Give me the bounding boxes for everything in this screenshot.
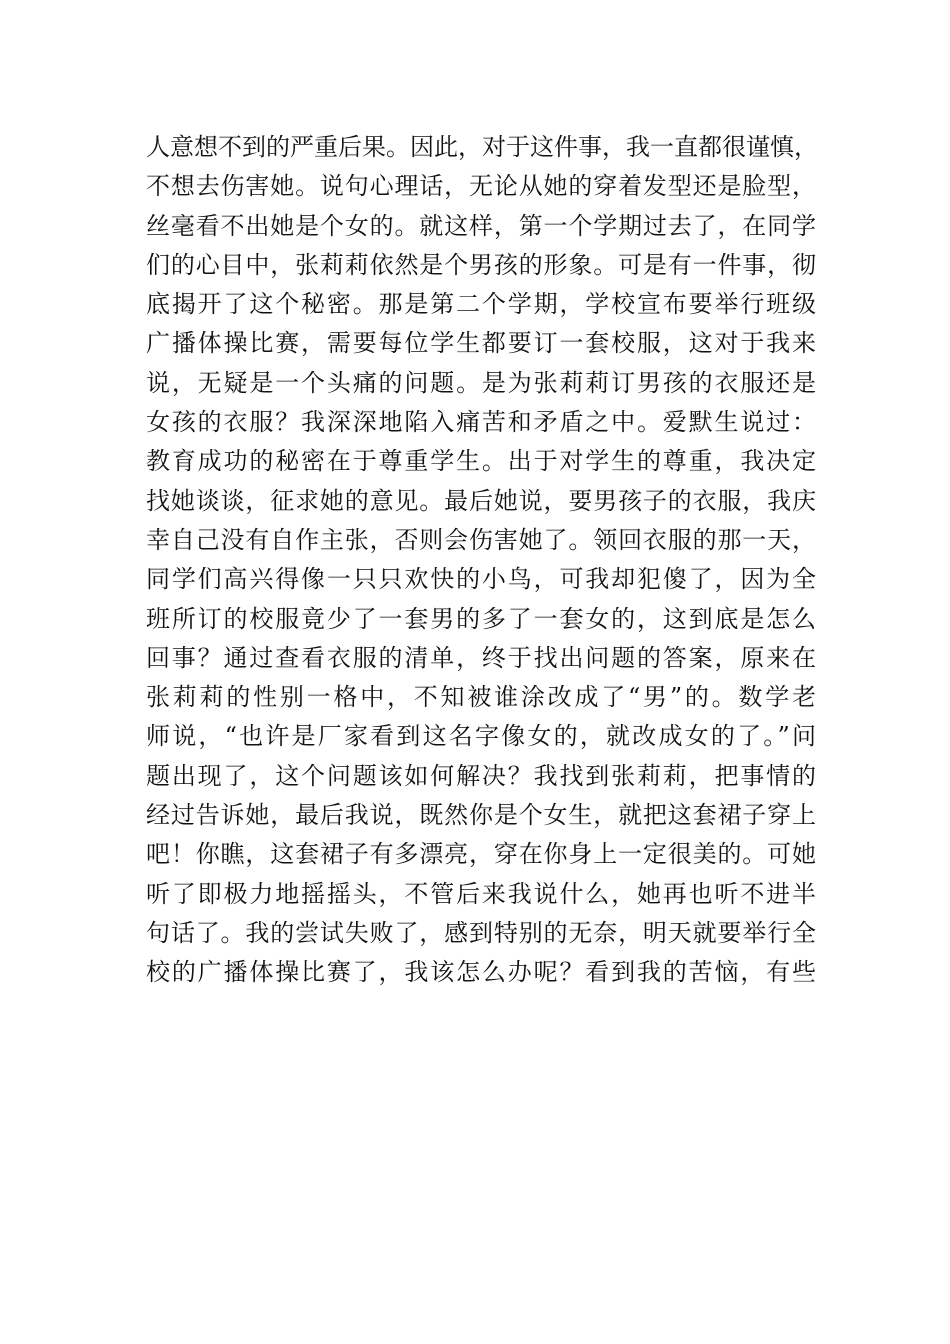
text-line: 幸自己没有自作主张，否则会伤害她了。领回衣服的那一天， [146,525,816,554]
text-line: 底揭开了这个秘密。那是第二个学期，学校宣布要举行班级 [146,290,816,319]
text-line: 教育成功的秘密在于尊重学生。出于对学生的尊重，我决定 [146,447,816,476]
text-line: 句话了。我的尝试失败了，感到特别的无奈，明天就要举行全 [146,918,816,947]
text-line: 吧！你瞧，这套裙子有多漂亮，穿在你身上一定很美的。可她 [146,840,816,869]
text-line: 听了即极力地摇摇头，不管后来我说什么，她再也听不进半 [146,879,816,908]
text-line: 张莉莉的性别一格中，不知被谁涂改成了“男”的。数学老 [146,683,816,712]
text-line: 题出现了，这个问题该如何解决？我找到张莉莉，把事情的 [146,761,816,790]
text-line: 师说，“也许是厂家看到这名字像女的，就改成女的了。”问 [146,722,816,751]
body-text [146,128,816,993]
text-line: 丝毫看不出她是个女的。就这样，第一个学期过去了，在同学 [146,211,816,240]
text-line: 校的广播体操比赛了，我该怎么办呢？看到我的苦恼，有些 [146,958,816,987]
text-line: 班所订的校服竟少了一套男的多了一套女的，这到底是怎么 [146,604,816,633]
text-line: 经过告诉她，最后我说，既然你是个女生，就把这套裙子穿上 [146,801,816,830]
text-line: 不想去伤害她。说句心理话，无论从她的穿着发型还是脸型， [146,172,816,201]
text-line: 人意想不到的严重后果。因此，对于这件事，我一直都很谨慎， [146,133,818,161]
text-line: 广播体操比赛，需要每位学生都要订一套校服，这对于我来 [146,329,816,358]
text-line: 回事？通过查看衣服的清单，终于找出问题的答案，原来在 [146,643,816,672]
text-line: 找她谈谈，征求她的意见。最后她说，要男孩子的衣服，我庆 [146,486,816,515]
text-line: 同学们高兴得像一只只欢快的小鸟，可我却犯傻了，因为全 [146,565,816,594]
text-line: 女孩的衣服？我深深地陷入痛苦和矛盾之中。爱默生说过： [146,408,816,437]
text-line: 们的心目中，张莉莉依然是个男孩的形象。可是有一件事，彻 [146,250,816,279]
text-line: 说，无疑是一个头痛的问题。是为张莉莉订男孩的衣服还是 [146,368,816,397]
